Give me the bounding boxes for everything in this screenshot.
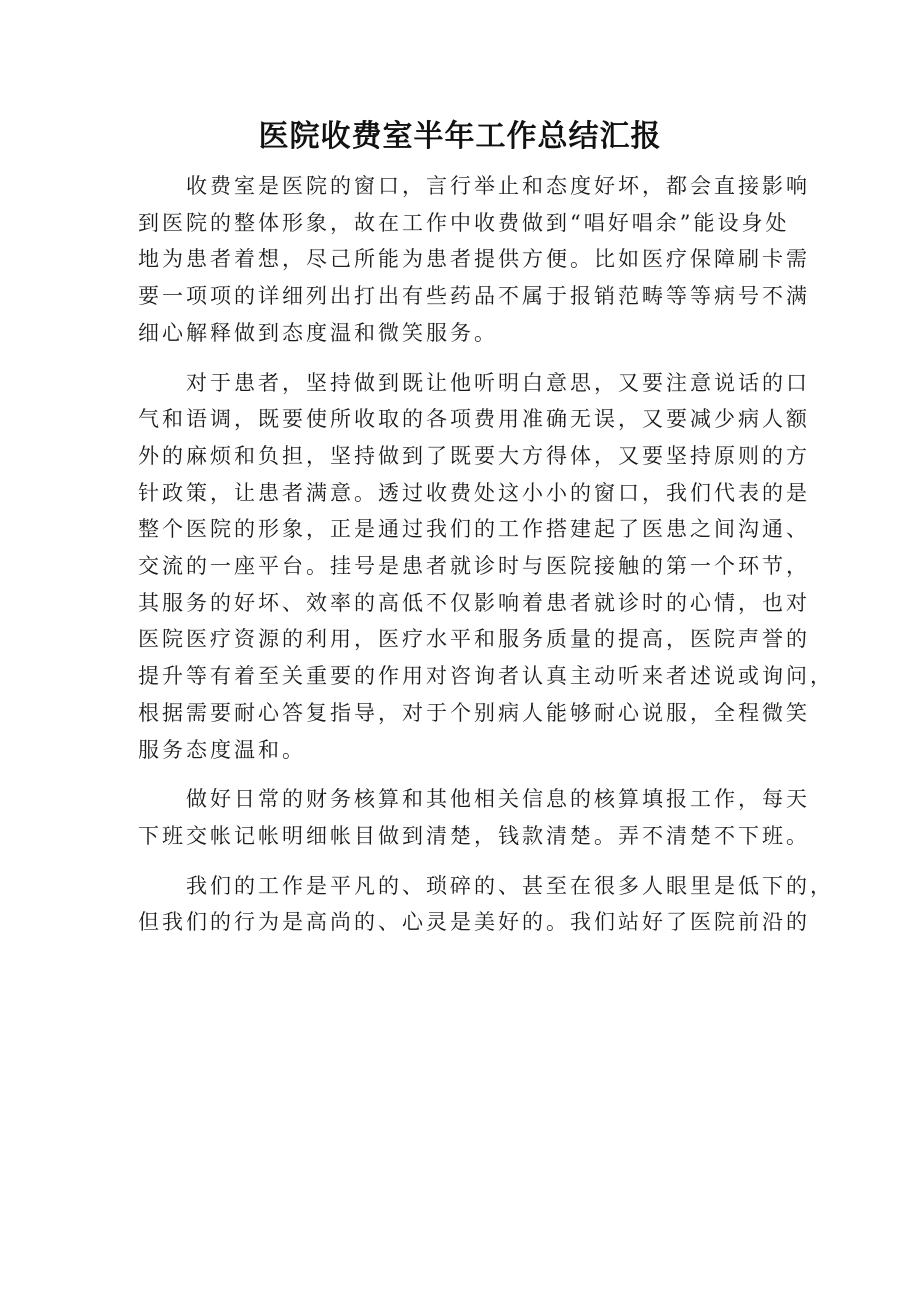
text-line: 收费室是医院的窗口，言行举止和态度好坏，都会直接影响 [186,174,810,198]
text-line: 气和语调，既要使所收取的各项费用准确无误，又要减少病人额 [138,407,810,432]
text-line: 下班交帐记帐明细帐目做到清楚，钱款清楚。弄不清楚不下班。 [138,823,810,848]
text-line: 交流的一座平台。挂号是患者就诊时与医院接触的第一个环节， [138,554,810,579]
text-line: 整个医院的形象，正是通过我们的工作搭建起了医患之间沟通、 [138,517,810,542]
text-line: 根据需要耐心答复指导，对于个别病人能够耐心说服，全程微笑 [138,700,810,725]
document-title: 医院收费室半年工作总结汇报 [258,119,662,154]
text-line: 地为患者着想，尽己所能为患者提供方便。比如医疗保障刷卡需 [138,247,810,272]
text-line: 到医院的整体形象，故在工作中收费做到“唱好唱余”能设身处 [138,210,790,235]
text-line: 细心解释做到态度温和微笑服务。 [138,320,498,345]
document-body [138,168,834,954]
text-line: 我们的工作是平凡的、琐碎的、甚至在很多人眼里是低下的， [186,873,834,898]
text-line: 医院医疗资源的利用，医疗水平和服务质量的提高，医院声誉的 [138,627,810,652]
text-line: 但我们的行为是高尚的、心灵是美好的。我们站好了医院前沿的 [138,910,810,935]
text-line: 针政策，让患者满意。透过收费处这小小的窗口，我们代表的是 [138,480,810,505]
text-line: 外的麻烦和负担，坚持做到了既要大方得体，又要坚持原则的方 [138,443,810,468]
text-line: 要一项项的详细列出打出有些药品不属于报销范畴等等病号不满 [138,284,810,309]
text-line: 提升等有着至关重要的作用对咨询者认真主动听来者述说或询问， [138,664,834,689]
paragraph-3 [138,781,810,854]
text-line: 其服务的好坏、效率的高低不仅影响着患者就诊时的心情，也对 [138,590,810,615]
paragraph-4 [138,868,834,941]
text-line: 对于患者，坚持做到既让他听明白意思，又要注意说话的口 [186,370,810,395]
text-line: 服务态度温和。 [138,737,306,762]
paragraph-1 [138,168,810,352]
text-line: 做好日常的财务核算和其他相关信息的核算填报工作，每天 [186,787,810,812]
paragraph-2 [138,365,834,769]
